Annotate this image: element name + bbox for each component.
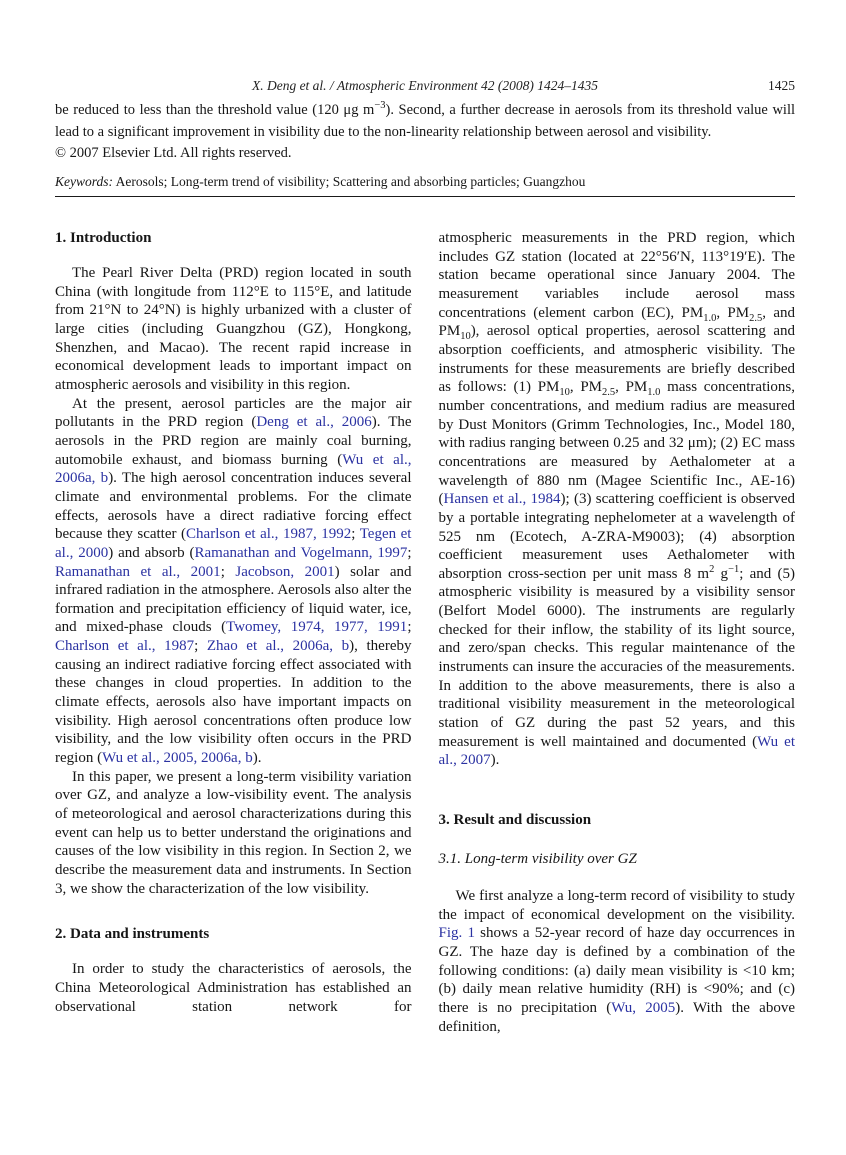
keywords-label: Keywords: xyxy=(55,173,113,189)
text-run: be reduced to less than the threshold value (120 μg m xyxy=(55,102,375,118)
text-run: shows a 52-year record of haze day occurrences in GZ. The haze day is defined by a combination of the following conditions: (a) daily mean visibility is <10 km; (b) daily mean relative humidity (RH) is <90%; and (c) there is no precipitation ( xyxy=(438,925,795,1016)
text-run: 3.1. Long-term visibility over GZ xyxy=(438,851,637,868)
subscript: 1.0 xyxy=(703,312,717,324)
text-run: 2. Data and instruments xyxy=(55,926,210,943)
page-number: 1425 xyxy=(768,78,795,93)
text-run: ). With the above definition, xyxy=(438,999,795,1035)
citation-link[interactable]: Ramanathan et al., 2001 xyxy=(55,563,221,580)
text-run: At the present, aerosol particles are the major air pollutants in the PRD region ( xyxy=(55,395,412,431)
paragraph xyxy=(55,395,412,768)
superscript: −1 xyxy=(728,563,740,575)
paragraph xyxy=(55,768,412,899)
text-run: 1. Introduction xyxy=(55,230,152,246)
section-divider xyxy=(55,196,795,197)
paragraph xyxy=(55,960,412,1016)
section-heading xyxy=(55,229,412,248)
citation-link[interactable]: Charlson et al., 1987, 1992 xyxy=(186,526,352,543)
running-title: X. Deng et al. / Atmospheric Environment 42 (2008) 1424–1435 xyxy=(251,78,599,93)
text-run: ; and (5) atmospheric visibility is measured by a visibility sensor (Belfort Model 6000). The instruments are regularly checked for their inflow, the stability of its light source, and zero/span checks. This regular maintenance of the instruments can insure the accuracies of the measurements. In addition to the above measurements, there is also a traditional visibility measurement in the meteorological station of GZ during the past 52 years, and this measurement is well maintained and documented ( xyxy=(438,565,795,750)
text-run: The Pearl River Delta (PRD) region located in south China (with longitude from 112°E to 115°E, and latitude from 21°N to 24°N) is highly urbanized with a cluster of large cities (including Guangzhou (GZ), Hongkong, Shenzhen, and Macao). The recent rapid increase in economical development leads to important impact on atmospheric aerosols and visibility in this region. xyxy=(55,265,412,393)
text-run: 3. Result and discussion xyxy=(438,812,592,829)
keywords-line xyxy=(55,171,795,193)
paragraph xyxy=(439,887,796,1036)
citation-link[interactable]: Hansen et al., 1984 xyxy=(443,491,561,508)
citation-link[interactable]: Wu, 2005 xyxy=(611,999,676,1016)
text-run: ); (3) scattering coefficient is observed by a portable integrating nephelometer at a wavelength of 525 nm (Ecotech, A-ZRA-M9003); (4) absorption coefficient measurement uses Aethalometer with absorption cross-section per unit mass 8 m xyxy=(438,491,796,582)
article-body xyxy=(55,229,795,1036)
right-column xyxy=(439,229,796,1036)
front-matter xyxy=(55,100,795,192)
text-run: ; xyxy=(407,619,412,636)
text-run: , PM xyxy=(716,304,750,321)
subscript: 10 xyxy=(559,387,570,399)
citation-link[interactable]: Deng et al., 2006 xyxy=(256,414,372,431)
text-run: We first analyze a long-term record of visibility to study the impact of economical development on the visibility. xyxy=(438,888,795,923)
text-run: ), aerosol optical properties, aerosol scattering and absorption coefficients, and atmospheric visibility. The instruments for these measurements are briefly described as follows: (1) PM xyxy=(438,323,795,396)
subsection-heading xyxy=(439,850,796,869)
citation-link[interactable]: Charlson et al., 1987 xyxy=(55,638,195,655)
text-run: In this paper, we present a long-term visibility variation over GZ, and analyze a low-visibility event. The analysis of meteorological and aerosol characterizations during this event can help us to better understand the originations and causes of the low visibility in this region. In Section 2, we describe the measurement data and instruments. In Section 3, we show the characterization of the low visibility. xyxy=(55,768,412,897)
text-run: , PM xyxy=(615,379,648,396)
text-run: ; xyxy=(220,563,236,580)
abstract-text xyxy=(55,100,795,143)
citation-link[interactable]: Jacobson, 2001 xyxy=(235,563,335,580)
subscript: 1.0 xyxy=(647,387,661,399)
citation-link[interactable]: Wu et al., 2007 xyxy=(438,733,795,769)
copyright-line: © 2007 Elsevier Ltd. All rights reserved. xyxy=(55,145,292,161)
text-run: ; xyxy=(194,638,207,655)
citation-link[interactable]: Ramanathan and Vogelmann, 1997 xyxy=(194,544,408,561)
text-run: atmospheric measurements in the PRD region, which includes GZ station (located at 22°56′N, 113°19′E). The station became operational since January 2004. The measurement variables include aerosol mass concentrations (element carbon (EC), PM xyxy=(438,230,795,321)
text-run: ) and absorb ( xyxy=(108,544,195,561)
text-run: ). The aerosols in the PRD region are mainly coal burning, automobile exhaust, and biomass burning ( xyxy=(55,414,412,468)
paragraph xyxy=(55,264,412,395)
citation-link[interactable]: Zhao et al., 2006a, b xyxy=(206,638,350,655)
text-run: mass concentrations, number concentrations, and medium radius are measured by Dust Monitors (Grimm Technologies, Inc., Model 180, with radius ranging between 0.25 and 32 μm); (2) EC mass concentrations are measured by Aethalometer at a wavelength of 880 nm (Magee Scientific Inc., AE-16) ( xyxy=(438,379,795,508)
text-run: , PM xyxy=(569,379,603,396)
left-column xyxy=(55,229,412,1036)
text-run: ), thereby causing an indirect radiative forcing effect associated with these changes in cloud properties. In addition to the climate effects, aerosols also have important impacts on visibility. High aerosol concentrations often produce low visibility, and the low visibility often occurs in the PRD region ( xyxy=(55,638,412,767)
paragraph xyxy=(439,229,796,770)
citation-link[interactable]: Fig. 1 xyxy=(438,925,475,942)
superscript: −3 xyxy=(374,100,386,112)
subscript: 2.5 xyxy=(749,312,763,324)
text-run: , and PM xyxy=(438,304,795,340)
citation-link[interactable]: Wu et al., 2005, 2006a, b xyxy=(102,750,253,767)
subscript: 10 xyxy=(460,331,471,343)
citation-link[interactable]: Wu et al., 2006a, b xyxy=(55,451,412,487)
text-run: ). xyxy=(490,752,500,769)
section-heading xyxy=(439,811,796,830)
text-run: ). The high aerosol concentration induces several climate and environmental problems. For the climate effects, aerosols have a direct radiative forcing effect because they scatter ( xyxy=(55,470,412,543)
superscript: 2 xyxy=(709,563,715,575)
text-run: ). Second, a further decrease in aerosols from its threshold value will lead to a significant improvement in visibility due to the non-linearity relationship between aerosol and visibility. xyxy=(55,102,795,140)
text-run: In order to study the characteristics of aerosols, the China Meteorological Administration has established an observational station network for xyxy=(55,961,412,1015)
text-run: g xyxy=(714,565,729,582)
citation-link[interactable]: Twomey, 1974, 1977, 1991 xyxy=(226,619,408,636)
text-run: ; xyxy=(407,544,412,561)
text-run: ). xyxy=(252,750,262,767)
text-run: ) solar and infrared radiation in the atmosphere. Aerosols also alter the formation and precipitation efficiency of liquid water, ice, and mixed-phase clouds ( xyxy=(55,563,412,636)
text-run: ; xyxy=(351,526,360,543)
running-header xyxy=(55,78,795,93)
section-heading xyxy=(55,925,412,944)
citation-link[interactable]: Tegen et al., 2000 xyxy=(55,526,412,561)
keywords-text: Aerosols; Long-term trend of visibility; Scattering and absorbing particles; Guangzhou xyxy=(113,173,586,189)
subscript: 2.5 xyxy=(602,387,616,399)
